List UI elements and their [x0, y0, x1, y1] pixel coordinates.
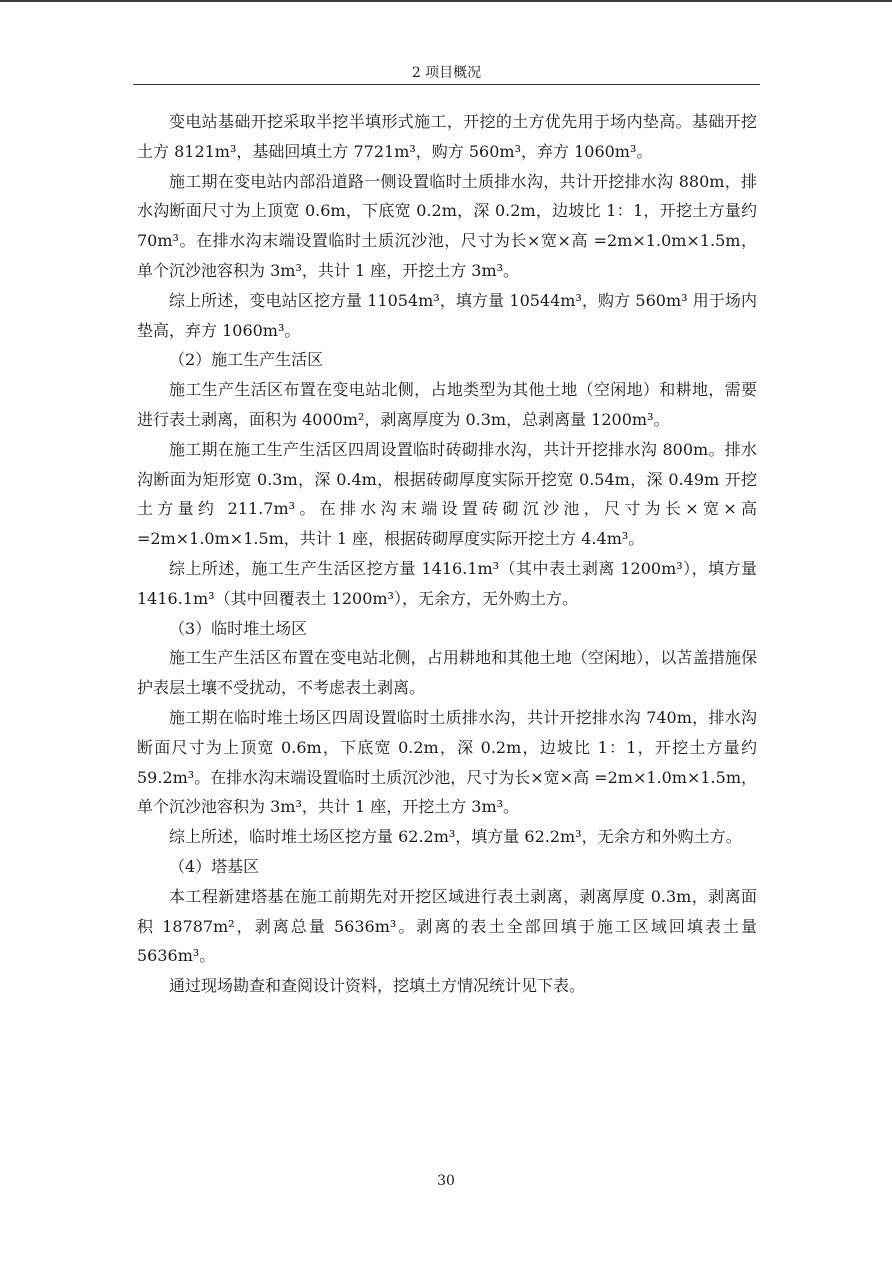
- header-rule: [133, 84, 760, 85]
- paragraph-substation-foundation: 变电站基础开挖采取半挖半填形式施工，开挖的土方优先用于场内垫高。基础开挖土方 8121m³，基础回填土方 7721m³，购方 560m³，弃方 1060m³。: [137, 112, 757, 161]
- paragraph-stockpile-summary: 综上所述，临时堆土场区挖方量 62.2m³，填方量 62.2m³，无余方和外购土方。: [169, 827, 742, 847]
- paragraph-stockpile-layout: 施工生产生活区布置在变电站北侧，占用耕地和其他土地（空闲地），以苫盖措施保护表层土壤不受扰动，不考虑表土剥离。: [137, 648, 757, 698]
- paragraph-tower-base-topsoil: 本工程新建塔基在施工前期先对开挖区域进行表土剥离，剥离厚度 0.3m，剥离面积 18787m²，剥离总量 5636m³。剥离的表土全部回填于施工区域回填表土量 5636m³。: [137, 886, 757, 966]
- page-top-border: [0, 0, 892, 2]
- running-header: 2 项目概况: [411, 65, 482, 81]
- section-heading-temporary-stockpile-area: （3）临时堆土场区: [169, 618, 308, 638]
- paragraph-living-area-drainage: 施工期在施工生产生活区四周设置临时砖砌排水沟，共计开挖排水沟 800m。排水沟断面为矩形宽 0.3m，深 0.4m，根据砖砌厚度实际开挖宽 0.54m，深 0.49m 开挖土方量约 211.7m³。在排水沟末端设置砖砌沉沙池，尺寸为长×宽×高 =2m×1.0m×1.5m，共计 1 座，根据砖砌厚度实际开挖土方 4.4m³。: [137, 439, 757, 549]
- document-body: [137, 107, 757, 1001]
- paragraph-substation-drainage: 施工期在变电站内部沿道路一侧设置临时土质排水沟，共计开挖排水沟 880m，排水沟断面尺寸为上顶宽 0.6m，下底宽 0.2m，深 0.2m，边坡比 1：1，开挖土方量约 70m³。在排水沟末端设置临时土质沉沙池，尺寸为长×宽×高 =2m×1.0m×1.5m，单个沉沙池容积为 3m³，共计 1 座，开挖土方 3m³。: [137, 171, 757, 280]
- paragraph-substation-summary: 综上所述，变电站区挖方量 11054m³，填方量 10544m³，购方 560m³ 用于场内垫高，弃方 1060m³。: [137, 290, 757, 340]
- paragraph-table-reference: 通过现场勘查和查阅设计资料，挖填土方情况统计见下表。: [169, 976, 586, 996]
- paragraph-stockpile-drainage: 施工期在临时堆土场区四周设置临时土质排水沟，共计开挖排水沟 740m，排水沟断面尺寸为上顶宽 0.6m，下底宽 0.2m，深 0.2m，边坡比 1：1，开挖土方量约 59.2m³。在排水沟末端设置临时土质沉沙池，尺寸为长×宽×高 =2m×1.0m×1.5m，单个沉沙池容积为 3m³，共计 1 座，开挖土方 3m³。: [137, 707, 757, 817]
- section-heading-construction-living-area: （2）施工生产生活区: [169, 350, 324, 370]
- paragraph-living-area-topsoil: 施工生产生活区布置在变电站北侧，占地类型为其他土地（空闲地）和耕地，需要进行表土剥离，面积为 4000m²，剥离厚度为 0.3m，总剥离量 1200m³。: [137, 380, 757, 429]
- section-heading-tower-base-area: （4）塔基区: [169, 856, 260, 876]
- paragraph-living-area-summary: 综上所述，施工生产生活区挖方量 1416.1m³（其中表土剥离 1200m³），填方量 1416.1m³（其中回覆表土 1200m³），无余方，无外购土方。: [137, 558, 757, 608]
- page-number: 30: [437, 1173, 455, 1189]
